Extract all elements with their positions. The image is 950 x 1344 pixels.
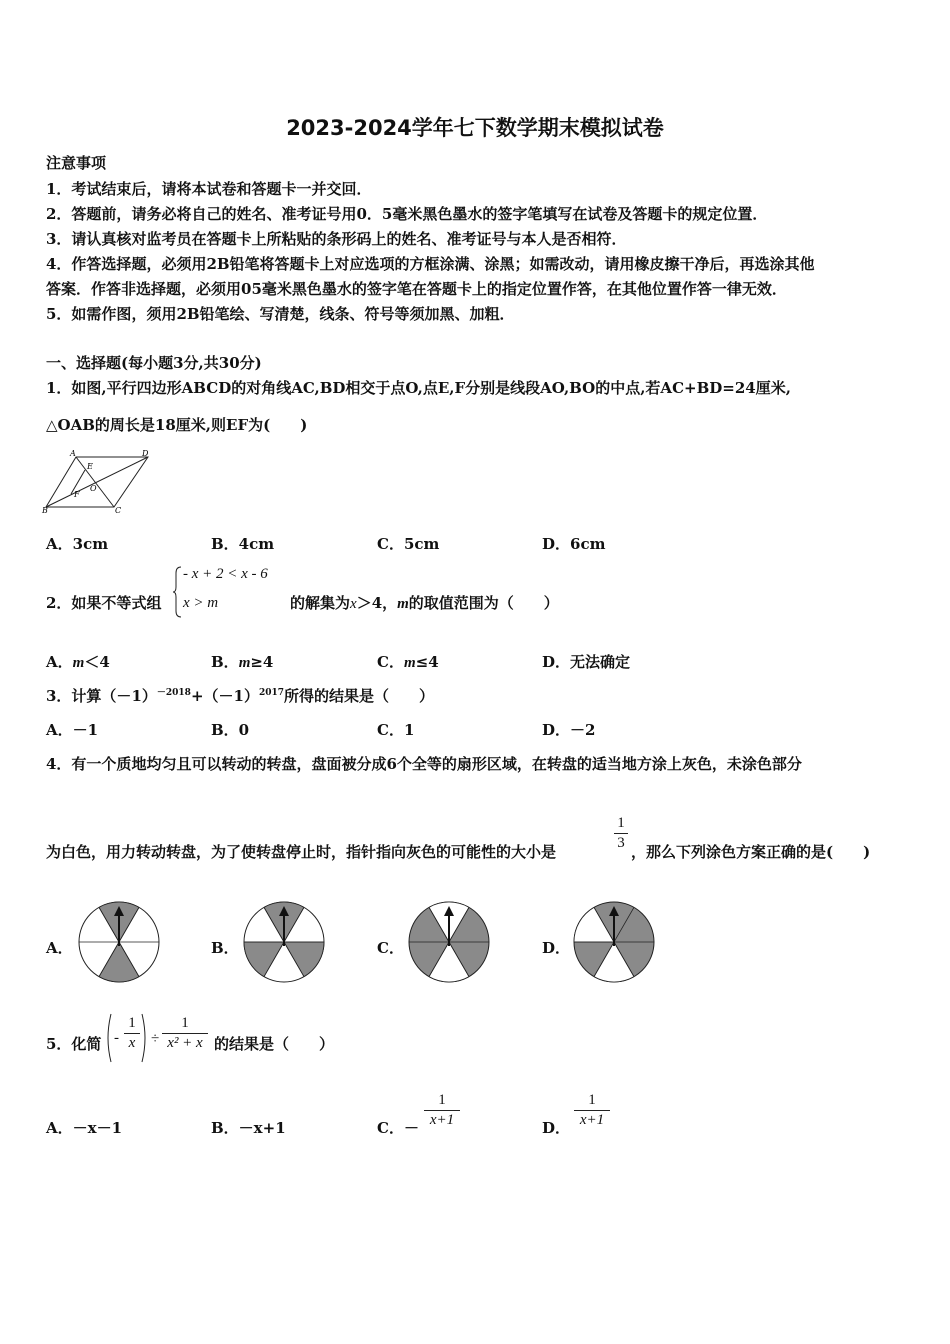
q5-fraction-1 <box>124 1015 140 1052</box>
q5-f1-den: x <box>128 1035 136 1051</box>
q3-option-a[interactable]: A．－1 <box>46 721 99 739</box>
page-title: 2023-2024学年七下数学期末模拟试卷 <box>286 116 664 140</box>
q4-option-a[interactable]: A． <box>46 939 73 957</box>
q4-option-d[interactable]: D． <box>542 939 571 957</box>
q2-prefix: 2．如果不等式组 <box>46 594 162 612</box>
q2-suffix <box>290 592 559 613</box>
q3-exp2: 2017 <box>258 688 285 698</box>
q2-var-m: m <box>397 596 409 612</box>
q2-option-c-label: C． <box>377 653 404 671</box>
fig-label-b: B <box>42 506 48 515</box>
fig-label-e: E <box>87 462 93 471</box>
q3-option-b[interactable]: B．0 <box>211 721 250 739</box>
q5-suffix: 的结果是（ ） <box>214 1035 335 1053</box>
fig-label-a: A <box>70 449 76 458</box>
q5-d-num: 1 <box>588 1092 596 1108</box>
q1-option-b[interactable]: B．4cm <box>211 535 275 553</box>
q4-frac-den: 3 <box>617 835 625 851</box>
spinner-d[interactable] <box>573 901 655 983</box>
fig-label-d: D <box>142 449 149 458</box>
right-paren <box>141 1013 149 1063</box>
left-paren <box>104 1013 112 1063</box>
q5-option-d-fraction <box>574 1092 610 1129</box>
q5-divide: ÷ <box>151 1031 160 1047</box>
q2-option-a[interactable] <box>46 651 110 672</box>
q2-option-d[interactable]: D．无法确定 <box>542 653 631 671</box>
q5-f2-num: 1 <box>181 1015 189 1031</box>
q2-option-a-label: A． <box>46 653 73 671</box>
notice-line: 5．如需作图，须用2B铅笔绘、写清楚，线条、符号等须加黑、加粗． <box>46 305 515 323</box>
q2-inequality-2: x > m <box>183 595 219 611</box>
q4-option-b[interactable]: B． <box>211 939 239 957</box>
q1-option-a[interactable]: A．3cm <box>46 535 109 553</box>
q5-prefix: 5．化简 <box>46 1035 102 1053</box>
q2-inequality-1: - x + 2 < x - 6 <box>183 566 268 582</box>
q1-stem-line1: 1．如图,平行四边形ABCD的对角线AC,BD相交于点O,点E,F分别是线段AO,BO的中点,若AC+BD=24厘米, <box>46 379 791 397</box>
q1-stem-line2: △OAB的周长是18厘米,则EF为( ) <box>46 416 308 434</box>
spinner-a[interactable] <box>78 901 160 983</box>
q4-stem-line1: 4．有一个质地均匀且可以转动的转盘，盘面被分成6个全等的扇形区域，在转盘的适当地方涂上灰色，未涂色部分 <box>46 755 802 773</box>
q3-mid: +（－1） <box>190 687 259 705</box>
q5-d-den: x+1 <box>579 1112 605 1128</box>
q5-f1-num: 1 <box>128 1015 136 1031</box>
q2-var-x: x <box>350 596 357 612</box>
q4-stem-line2b: ，那么下列涂色方案正确的是( ) <box>631 843 871 861</box>
q5-option-c[interactable]: C．－ <box>377 1119 419 1137</box>
q5-minus: - <box>114 1030 119 1046</box>
system-brace <box>172 565 182 619</box>
q1-option-c[interactable]: C．5cm <box>377 535 440 553</box>
q5-option-a[interactable]: A．－x－1 <box>46 1119 123 1137</box>
q3-exp1: －2018 <box>156 688 191 698</box>
q2-option-b[interactable] <box>211 651 273 672</box>
q2-option-a-rel: ＜4 <box>84 653 110 671</box>
notice-line: 2．答题前，请务必将自己的姓名、准考证号用0．5毫米黑色墨水的签字笔填写在试卷及答题卡的规定位置． <box>46 205 768 223</box>
q3-option-c[interactable]: C．1 <box>377 721 415 739</box>
q2-option-c-rel: ≤4 <box>415 653 439 671</box>
fig-label-o: O <box>90 484 97 493</box>
spinner-b[interactable] <box>243 901 325 983</box>
q5-c-den: x+1 <box>429 1112 455 1128</box>
q4-option-c[interactable]: C． <box>377 939 404 957</box>
q4-stem-line2a: 为白色，用力转动转盘，为了使转盘停止时，指针指向灰色的可能性的大小是 <box>46 843 557 861</box>
q5-fraction-2 <box>162 1015 208 1052</box>
q3-suffix: 所得的结果是（ ） <box>284 687 435 705</box>
notice-line: 答案．作答非选择题，必须用05毫米黑色墨水的签字笔在答题卡上的指定位置作答，在其他位置作答一律无效． <box>46 280 787 298</box>
q5-c-num: 1 <box>438 1092 446 1108</box>
fig-label-c: C <box>115 506 122 515</box>
q2-option-a-var: m <box>72 655 85 671</box>
q4-frac-num: 1 <box>617 815 625 831</box>
notice-line: 4．作答选择题，必须用2B铅笔将答题卡上对应选项的方框涂满、涂黑；如需改动，请用橡皮擦干净后，再选涂其他 <box>46 255 815 273</box>
notice-line: 1．考试结束后，请将本试卷和答题卡一并交回． <box>46 180 372 198</box>
q1-option-d[interactable]: D．6cm <box>542 535 606 553</box>
q3-prefix: 3．计算（－1） <box>46 687 157 705</box>
q4-fraction <box>614 815 628 852</box>
q2-suffix-c: 的取值范围为（ ） <box>408 594 559 612</box>
q3-stem <box>46 685 434 706</box>
fig-label-f: F <box>74 490 80 499</box>
notice-line: 3．请认真核对监考员在答题卡上所粘贴的条形码上的姓名、准考证号与本人是否相符． <box>46 230 627 248</box>
q2-option-b-var: m <box>238 655 251 671</box>
q5-f2-den: x² + x <box>167 1035 203 1051</box>
notice-heading: 注意事项 <box>46 154 107 172</box>
q2-suffix-a: 的解集为 <box>290 594 351 612</box>
parallelogram-figure <box>42 449 162 514</box>
q5-option-d[interactable]: D． <box>542 1119 571 1137</box>
q2-option-c[interactable] <box>377 651 439 672</box>
q5-option-c-fraction <box>424 1092 460 1129</box>
q2-option-b-label: B． <box>211 653 239 671</box>
q2-option-c-var: m <box>403 655 416 671</box>
q2-option-b-rel: ≥4 <box>250 653 274 671</box>
q3-option-d[interactable]: D．－2 <box>542 721 596 739</box>
section-heading: 一、选择题(每小题3分,共30分) <box>46 354 262 372</box>
q2-suffix-b: ＞4， <box>356 594 398 612</box>
q5-option-b[interactable]: B．－x+1 <box>211 1119 286 1137</box>
spinner-c[interactable] <box>408 901 490 983</box>
